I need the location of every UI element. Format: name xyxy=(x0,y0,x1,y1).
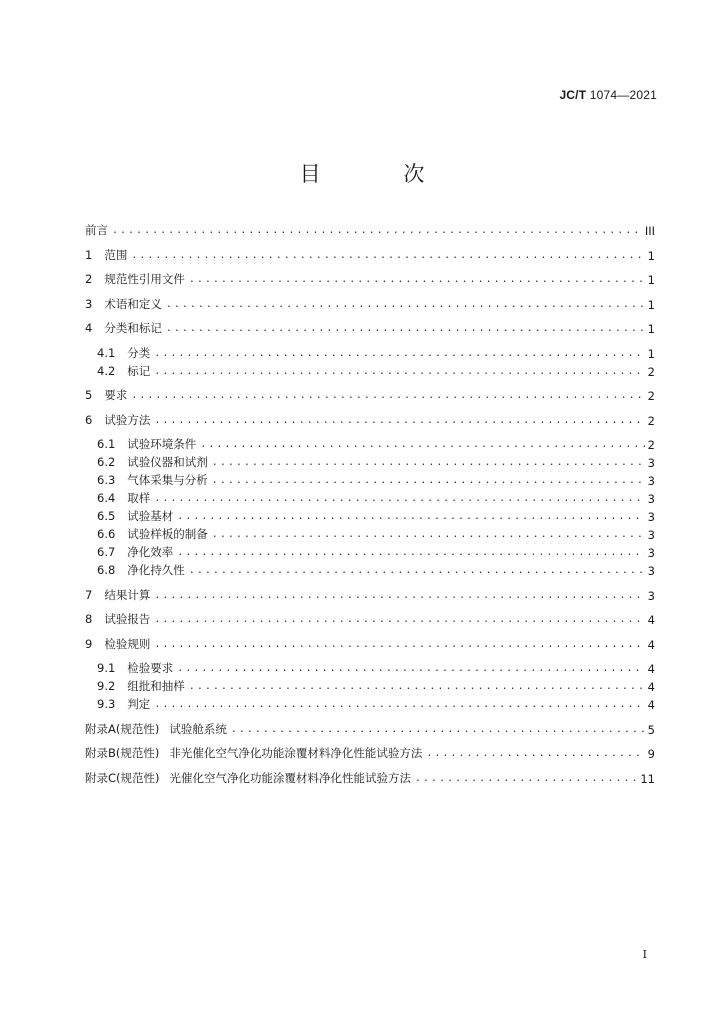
toc-leader-dots xyxy=(177,510,645,524)
toc-entry-title: 范围 xyxy=(104,247,128,262)
toc-entry[interactable] xyxy=(85,676,655,694)
toc-entry-page: 3 xyxy=(647,546,655,560)
toc-entry-page: 11 xyxy=(640,771,655,786)
toc-entry-page: 4 xyxy=(647,613,655,627)
toc-entry[interactable] xyxy=(85,245,655,263)
toc-entry-label xyxy=(85,296,164,312)
toc-entry-title: 规范性引用文件 xyxy=(104,272,185,286)
toc-entry-page: 3 xyxy=(647,510,655,524)
toc-entry-label xyxy=(97,436,198,452)
toc-entry-label xyxy=(85,222,110,238)
toc-entry-page: 1 xyxy=(647,322,655,336)
toc-entry[interactable] xyxy=(85,524,655,542)
toc-entry-number: 6.7 xyxy=(97,545,116,559)
toc-entry-number: 9.2 xyxy=(97,679,116,693)
toc-entry-number: 6 xyxy=(85,412,93,427)
toc-entry-label xyxy=(97,526,210,542)
toc-entry-number: 6.2 xyxy=(97,455,116,469)
toc-entry-number: 6.4 xyxy=(97,491,116,505)
table-of-contents xyxy=(85,220,655,786)
toc-entry-page: 2 xyxy=(647,413,655,428)
toc-leader-dots xyxy=(154,589,645,603)
toc-entry-number: 6.8 xyxy=(97,563,116,577)
toc-entry-number: 3 xyxy=(85,296,93,311)
toc-entry-page: 4 xyxy=(647,637,655,652)
toc-leader-dots xyxy=(212,456,645,470)
toc-entry[interactable] xyxy=(85,269,655,287)
toc-leader-dots xyxy=(189,273,645,287)
toc-entry-number: 8 xyxy=(85,612,93,626)
toc-entry-title: 非光催化空气净化功能涂覆材料净化性能试验方法 xyxy=(169,746,423,760)
toc-entry-number: 1 xyxy=(85,247,93,262)
toc-entry-number: 6.1 xyxy=(97,437,116,451)
toc-leader-dots xyxy=(131,249,645,263)
toc-entry-title: 检验要求 xyxy=(127,661,174,675)
toc-leader-dots xyxy=(154,365,645,379)
toc-entry[interactable] xyxy=(85,658,655,676)
toc-entry[interactable] xyxy=(85,318,655,336)
toc-entry-page: 4 xyxy=(647,698,655,712)
toc-entry-label xyxy=(97,544,175,560)
toc-leader-dots xyxy=(189,680,645,694)
toc-entry-title: 取样 xyxy=(127,491,151,505)
toc-entry-label xyxy=(85,320,164,336)
toc-entry-label xyxy=(97,678,187,694)
toc-entry-label xyxy=(85,770,413,786)
toc-entry-page: 2 xyxy=(647,364,655,379)
toc-leader-dots xyxy=(212,474,645,488)
toc-entry[interactable] xyxy=(85,768,655,786)
toc-entry-title: 净化效率 xyxy=(127,545,174,559)
toc-entry-page: 2 xyxy=(647,389,655,403)
toc-entry-page: 3 xyxy=(647,564,655,578)
toc-entry-title: 要求 xyxy=(104,388,128,402)
toc-leader-dots xyxy=(426,747,645,761)
toc-entry-number: 5 xyxy=(85,388,93,402)
toc-entry-title: 判定 xyxy=(127,697,151,711)
toc-entry[interactable] xyxy=(85,470,655,488)
toc-entry[interactable] xyxy=(85,220,655,238)
toc-entry-number: 9.1 xyxy=(97,661,116,675)
document-code-number: 1074—2021 xyxy=(589,88,657,102)
toc-entry[interactable] xyxy=(85,506,655,524)
toc-entry-title: 前言 xyxy=(85,223,108,237)
toc-entry-number: 6.3 xyxy=(97,473,116,487)
toc-entry[interactable] xyxy=(85,343,655,361)
toc-entry[interactable] xyxy=(85,294,655,312)
toc-leader-dots xyxy=(154,698,645,712)
toc-entry-page: 1 xyxy=(647,273,655,287)
toc-leader-dots xyxy=(212,528,645,542)
toc-entry[interactable] xyxy=(85,609,655,627)
toc-entry-label xyxy=(97,454,210,470)
toc-entry-label xyxy=(85,636,152,652)
toc-entry-label xyxy=(85,611,152,627)
toc-leader-dots xyxy=(131,389,645,403)
toc-leader-dots xyxy=(415,772,638,786)
toc-leader-dots xyxy=(154,638,645,652)
toc-entry-title: 试验环境条件 xyxy=(127,437,197,451)
toc-entry-title: 试验报告 xyxy=(104,612,151,626)
toc-entry-label xyxy=(97,562,187,578)
document-code-prefix: JC/T xyxy=(559,88,587,102)
toc-entry-page: 9 xyxy=(647,747,655,761)
toc-entry-title: 分类 xyxy=(127,345,151,360)
toc-leader-dots xyxy=(177,546,645,560)
toc-leader-dots xyxy=(112,224,643,238)
toc-entry-title: 光催化空气净化功能涂覆材料净化性能试验方法 xyxy=(169,770,412,785)
toc-entry-label xyxy=(85,412,152,428)
toc-entry-label xyxy=(85,721,229,737)
toc-entry-page: 3 xyxy=(647,456,655,470)
toc-leader-dots xyxy=(189,564,645,578)
toc-leader-dots xyxy=(154,613,645,627)
toc-entry-title: 气体采集与分析 xyxy=(127,473,208,487)
toc-entry-page: 1 xyxy=(647,346,655,361)
toc-leader-dots xyxy=(177,662,645,676)
toc-entry-title: 试验样板的制备 xyxy=(127,527,208,541)
toc-entry[interactable] xyxy=(85,410,655,428)
toc-entry-page: 3 xyxy=(647,492,655,506)
toc-entry-number: 9.3 xyxy=(97,697,116,711)
toc-leader-dots xyxy=(154,347,645,361)
toc-entry-title: 试验基材 xyxy=(127,509,174,523)
toc-entry-number: 4.2 xyxy=(97,363,116,378)
toc-entry[interactable] xyxy=(85,694,655,712)
toc-entry-label xyxy=(97,508,175,524)
toc-entry-label xyxy=(85,247,129,263)
toc-entry-label xyxy=(97,345,152,361)
toc-entry[interactable] xyxy=(85,560,655,578)
toc-entry[interactable] xyxy=(85,634,655,652)
toc-entry-title: 术语和定义 xyxy=(104,296,162,311)
toc-entry-label xyxy=(97,660,175,676)
toc-entry-number: 4.1 xyxy=(97,345,116,360)
toc-entry[interactable] xyxy=(85,585,655,603)
toc-entry-title: 组批和抽样 xyxy=(127,679,185,693)
toc-entry-page: 1 xyxy=(647,248,655,263)
toc-leader-dots xyxy=(166,322,645,336)
toc-entry-page: 2 xyxy=(647,438,655,452)
toc-entry-label xyxy=(97,363,152,379)
toc-entry[interactable] xyxy=(85,743,655,761)
toc-entry-page: 3 xyxy=(647,588,655,603)
toc-entry[interactable] xyxy=(85,361,655,379)
toc-entry-label xyxy=(85,587,152,603)
toc-entry-number: 附录A(规范性) xyxy=(85,721,160,736)
toc-entry-number: 6.6 xyxy=(97,527,116,541)
toc-entry[interactable] xyxy=(85,385,655,403)
toc-entry-number: 附录C(规范性) xyxy=(85,770,160,785)
toc-entry-label xyxy=(85,745,424,761)
toc-entry-title: 试验仪器和试剂 xyxy=(127,455,208,469)
page-number: I xyxy=(642,948,647,961)
toc-leader-dots xyxy=(200,438,645,452)
toc-entry-title: 标记 xyxy=(127,363,151,378)
toc-entry-page: 3 xyxy=(647,474,655,488)
toc-entry-number: 6.5 xyxy=(97,509,116,523)
toc-entry-title: 分类和标记 xyxy=(104,321,162,335)
toc-entry[interactable] xyxy=(85,488,655,506)
toc-entry-page: 1 xyxy=(647,297,655,312)
toc-entry-title: 试验方法 xyxy=(104,412,151,427)
toc-entry-title: 结果计算 xyxy=(104,587,151,602)
toc-entry[interactable] xyxy=(85,452,655,470)
document-code xyxy=(559,88,657,102)
toc-leader-dots xyxy=(231,723,645,737)
toc-entry-label xyxy=(85,387,129,403)
page-title: 目 次 xyxy=(299,162,463,186)
toc-entry-page: III xyxy=(644,224,655,238)
toc-entry-page: 4 xyxy=(647,680,655,694)
toc-entry-title: 试验舱系统 xyxy=(169,721,227,736)
toc-entry-title: 净化持久性 xyxy=(127,563,185,577)
toc-entry[interactable] xyxy=(85,542,655,560)
toc-leader-dots xyxy=(154,414,645,428)
toc-entry-page: 5 xyxy=(647,722,655,737)
toc-entry-page: 3 xyxy=(647,528,655,542)
toc-entry-label xyxy=(97,696,152,712)
toc-leader-dots xyxy=(154,492,645,506)
toc-entry-label xyxy=(97,472,210,488)
toc-entry-number: 附录B(规范性) xyxy=(85,746,160,760)
toc-entry-number: 7 xyxy=(85,587,93,602)
toc-entry-page: 4 xyxy=(647,662,655,676)
toc-entry-label xyxy=(85,271,187,287)
toc-entry-title: 检验规则 xyxy=(104,636,151,651)
toc-entry-number: 4 xyxy=(85,321,93,335)
toc-entry[interactable] xyxy=(85,719,655,737)
toc-leader-dots xyxy=(166,298,645,312)
toc-entry-number: 9 xyxy=(85,636,93,651)
toc-entry-number: 2 xyxy=(85,272,93,286)
toc-entry-label xyxy=(97,490,152,506)
toc-entry[interactable] xyxy=(85,434,655,452)
